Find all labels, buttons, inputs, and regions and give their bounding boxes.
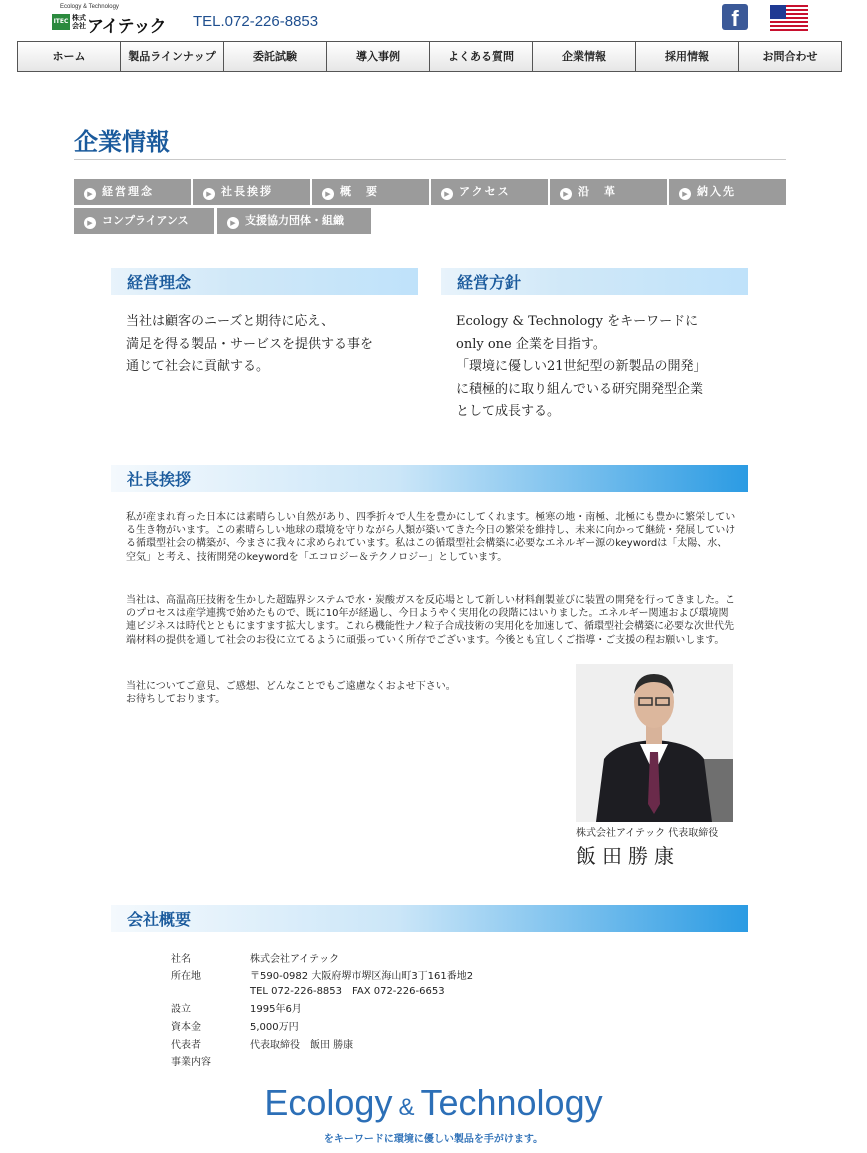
nav-item-contract-testing[interactable]: 委託試験 [224,42,327,71]
facebook-icon[interactable]: f [722,4,748,30]
greeting-paragraph-2 [126,594,736,647]
overview-heading: 会社概要 [127,910,192,929]
header-phone: TEL.072-226-8853 [193,13,319,30]
arrow-right-icon: ▶ [679,188,691,200]
logo-name: アイテック [87,17,166,37]
nav-item-case-studies[interactable]: 導入事例 [327,42,430,71]
profile-key: 資本金 [171,1022,201,1033]
philosophy-line: 満足を得る製品・サービスを提供する事を [126,336,374,352]
subnav-label: 沿 革 [578,185,617,198]
policy-line: 「環境に優しい21世紀型の新製品の開発」 [456,359,707,374]
subnav-label: 社長挨拶 [221,185,273,198]
policy-line: Ecology & Technology をキーワードに [456,314,699,329]
subnav-history[interactable] [550,179,667,205]
subnav-label: 納入先 [697,185,736,198]
policy-line: として成長する。 [456,404,561,419]
profile-value: 代表取締役 飯田 勝康 [250,1040,354,1051]
arrow-right-icon: ▶ [203,188,215,200]
greeting-heading-bar [111,465,748,492]
nav-item-home[interactable]: ホーム [18,42,121,71]
philosophy-heading: 経営理念 [127,273,192,292]
subnav-label: 支援協力団体・組織 [245,214,344,227]
arrow-right-icon: ▶ [441,188,453,200]
profile-key: 事業内容 [171,1057,211,1068]
eco-slogan [0,1082,867,1145]
profile-value: 1995年6月 [250,1004,302,1015]
subnav-label: アクセス [459,185,511,198]
profile-value: 〒590-0982 大阪府堺市堺区海山町3丁161番地2 [250,971,474,982]
arrow-right-icon: ▶ [560,188,572,200]
nav-item-recruit[interactable]: 採用情報 [636,42,739,71]
subnav-overview[interactable] [312,179,429,205]
profile-value: 5,000万円 [250,1022,299,1033]
nav-item-company[interactable]: 企業情報 [533,42,636,71]
eco-word-technology: Technology [420,1082,603,1123]
subnav-partners[interactable] [217,208,371,234]
ceo-photo [576,664,733,822]
nav-item-products[interactable]: 製品ラインナップ [121,42,224,71]
policy-heading: 経営方針 [457,273,522,292]
greeting-heading: 社長挨拶 [127,470,192,489]
policy-line: に積極的に取り組んでいる研究開発型企業 [456,381,704,397]
subnav-clients[interactable] [669,179,786,205]
subnav-compliance[interactable] [74,208,214,234]
policy-text [456,311,707,424]
policy-line: only one 企業を目指す。 [456,336,606,352]
company-logo[interactable] [52,4,177,37]
title-divider [74,159,786,160]
philosophy-line: 当社は顧客のニーズと期待に応え、 [126,314,335,329]
greeting-paragraph-1 [126,511,736,564]
subnav-label: 経営理念 [102,185,154,198]
profile-key: 設立 [171,1004,191,1015]
profile-key: 社名 [171,954,191,965]
greeting-text: 私が産まれ育った日本には素晴らしい自然があり、四季折々で人生を豊かにしてくれます。極寒の地・南極、北極にも豊かに繁栄している生き物がいます。この素晴らしい地球の環境を守りながら人類が築いてきた今日の繁栄を維持し、未来に向かって継続・発展していける循環型社会の構築が、今まさに我々に求められています。私はこの循環型社会構築に必要なエネルギー源のkeywordは「太陽、水、空気」と考え、技術開発のkeywordを「エコロジー＆テクノロジー」としています。 [126,512,736,563]
logo-corp-label: 株式会社 [72,14,86,30]
greeting-text: 当社についてご意見、ご感想、どんなことでもご遠慮なくおよせ下さい。 [126,681,456,692]
ceo-name: 飯田勝康 [576,844,680,868]
greeting-paragraph-3 [126,680,546,706]
ceo-caption: 株式会社アイテック 代表取締役 [576,828,719,839]
eco-ampersand: & [398,1094,415,1121]
arrow-right-icon: ▶ [322,188,334,200]
subnav-label: コンプライアンス [102,214,189,227]
subnav-philosophy[interactable] [74,179,191,205]
greeting-text: お待ちしております。 [126,694,226,706]
policy-heading-bar [441,268,748,295]
philosophy-line: 通じて社会に貢献する。 [126,359,270,374]
site-header [0,0,867,40]
subnav-access[interactable] [431,179,548,205]
philosophy-heading-bar [111,268,418,295]
profile-key: 代表者 [171,1040,201,1051]
philosophy-text [126,311,373,379]
nav-item-contact[interactable]: お問合わせ [762,50,818,63]
us-flag-icon[interactable] [770,5,808,31]
subnav-label: 概 要 [340,185,379,198]
profile-value: TEL 072-226-8853 FAX 072-226-6653 [250,986,445,997]
main-nav [17,41,842,72]
arrow-right-icon: ▶ [227,217,239,229]
subnav-greeting[interactable] [193,179,310,205]
profile-key: 所在地 [171,971,201,982]
greeting-text: 当社は、高温高圧技術を生かした超臨界システムで水・炭酸ガスを反応場として新しい材料創製並びに装置の開発を行ってきました。このプロセスは産学連携で始めたもので、既に10年が経過し、今日ようやく実用化の段階にはいりました。エネルギー関連および環境関連ビジネスは時代とともにますます拡大します。これら機能性ナノ粒子合成技術の実用化を加速して、循環型社会構築に必要な次世代先端材料の提供を通して社会のお役に立てるように頑張っていく所存でございます。今後とも宜しくご指導・ご支援の程お願いします。 [126,595,735,646]
eco-word-ecology: Ecology [264,1082,393,1123]
eco-slogan-subtitle: をキーワードに環境に優しい製品を手がけます。 [323,1134,544,1145]
logo-mark: ITEC [52,14,70,30]
eco-slogan-title [0,1082,867,1124]
logo-tagline: Ecology & Technology [60,4,119,10]
profile-value: 株式会社アイテック [250,954,340,965]
overview-heading-bar [111,905,748,932]
arrow-right-icon: ▶ [84,217,96,229]
page-title: 企業情報 [74,128,170,156]
arrow-right-icon: ▶ [84,188,96,200]
nav-item-faq[interactable]: よくある質問 [430,42,533,71]
